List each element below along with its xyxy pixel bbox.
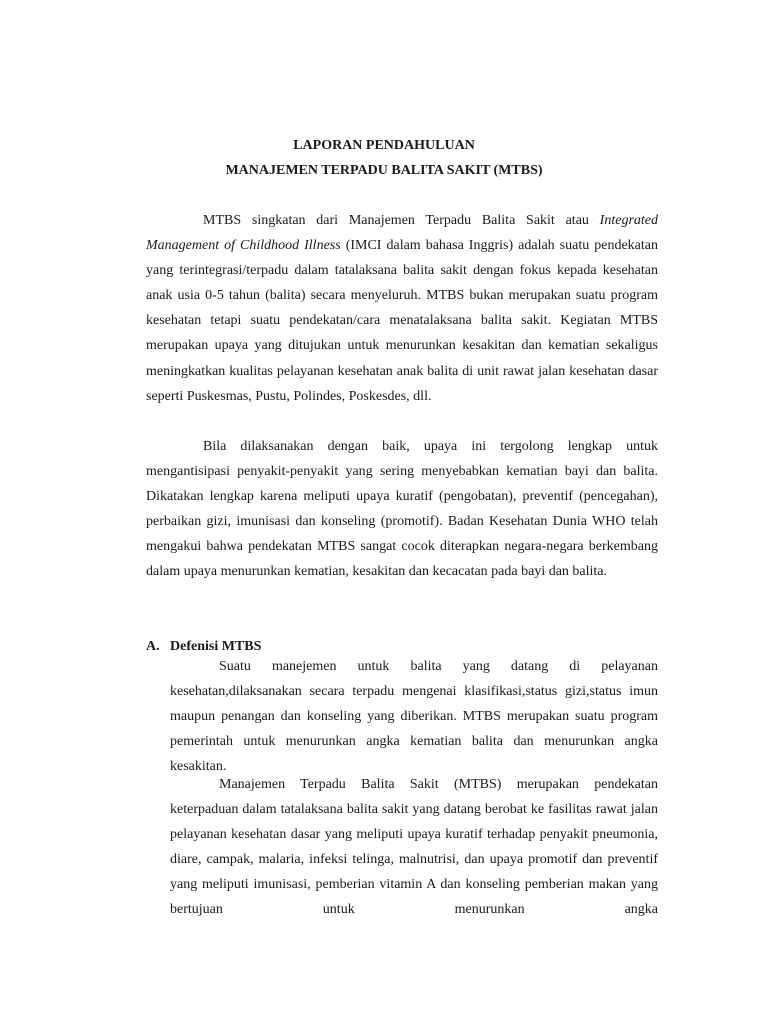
intro-paragraph-1-text-a: MTBS singkatan dari Manajemen Terpadu Balita Sakit atau xyxy=(203,213,600,228)
section-a-letter: A. xyxy=(146,639,160,654)
section-a-paragraph-2: Manajemen Terpadu Balita Sakit (MTBS) merupakan pendekatan keterpaduan dalam tatalaksana balita sakit yang datang berobat ke fasilitas rawat jalan pelayanan kesehatan dasar yang meliputi upaya kuratif terhadap penyakit pneumonia, diare, campak, malaria, infeksi telinga, malnutrisi, dan upaya promotif dan preventif yang meliputi imunisasi, pemberian vitamin A dan konseling pemberian makan yang bertujuan untuk menurunkan angka xyxy=(170,777,658,918)
intro-paragraph-1 xyxy=(146,208,658,409)
intro-paragraph-1-text-b: (IMCI dalam bahasa Inggris) adalah suatu pendekatan yang terintegrasi/terpadu dalam tatalaksana balita sakit dengan fokus kepada kesehatan anak usia 0-5 tahun (balita) secara menyeluruh. MTBS bukan merupakan suatu program kesehatan tetapi suatu pendekatan/cara menatalaksana balita sakit. Kegiatan MTBS merupakan upaya yang ditujukan untuk menurunkan kesakitan dan kematian sekaligus meningkatkan kualitas pelayanan kesehatan anak balita di unit rawat jalan kesehatan dasar seperti Puskesmas, Pustu, Polindes, Poskesdes, dll. xyxy=(146,238,658,404)
document-title-line-2: MANAJEMEN TERPADU BALITA SAKIT (MTBS) xyxy=(225,163,543,178)
intro-paragraph-1-italic: Integrated Management of Childhood Illness xyxy=(146,213,658,254)
section-a-title: Defenisi MTBS xyxy=(170,639,262,654)
document-title-line-1: LAPORAN PENDAHULUAN xyxy=(293,138,475,153)
section-a-paragraph-1: Suatu manejemen untuk balita yang datang di pelayanan kesehatan,dilaksanakan secara terpadu mengenai klasifikasi,status gizi,status imun maupun penangan dan konseling yang diberikan. MTBS merupakan suatu program pemerintah untuk menurunkan angka kematian balita dan menurunkan angka kesakitan. xyxy=(170,659,658,775)
section-a-heading xyxy=(146,639,261,655)
intro-paragraph-2: Bila dilaksanakan dengan baik, upaya ini tergolong lengkap untuk mengantisipasi penyakit-penyakit yang sering menyebabkan kematian bayi dan balita. Dikatakan lengkap karena meliputi upaya kuratif (pengobatan), preventif (pencegahan), perbaikan gizi, imunisasi dan konseling (promotif). Badan Kesehatan Dunia WHO telah mengakui bahwa pendekatan MTBS sangat cocok diterapkan negara-negara berkembang dalam upaya menurunkan kematian, kesakitan dan kecacatan pada bayi dan balita. xyxy=(146,439,658,580)
